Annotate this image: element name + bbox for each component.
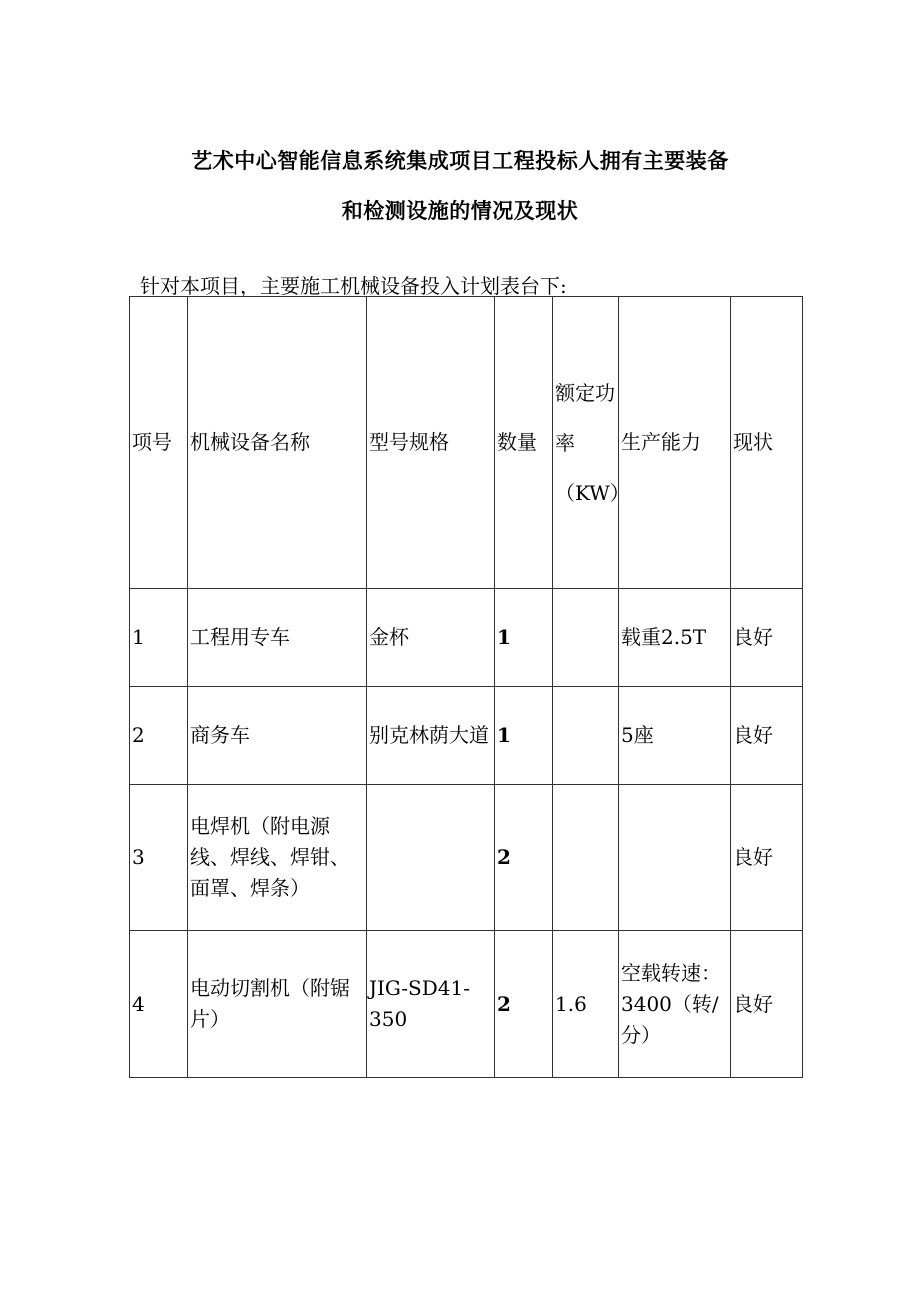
table-header-row — [130, 297, 803, 589]
cell-qty — [495, 589, 553, 687]
cell-status-text: 良好 — [733, 991, 773, 1016]
intro-paragraph: 针对本项目，主要施工机械设备投入计划表台下: — [140, 274, 567, 298]
header-power-text: 额定功率（KW） — [555, 380, 630, 505]
cell-status — [731, 785, 803, 931]
cell-index-text: 4 — [132, 991, 145, 1016]
header-qty — [495, 297, 553, 589]
header-qty-text: 数量 — [497, 430, 537, 454]
cell-model — [367, 687, 495, 785]
cell-capacity — [619, 931, 731, 1078]
cell-status-text: 良好 — [733, 845, 773, 869]
cell-index — [130, 931, 188, 1078]
table-row — [130, 687, 803, 785]
cell-qty — [495, 687, 553, 785]
cell-name — [188, 589, 367, 687]
document-title-line-2: 和检测设施的情况及现状 — [341, 199, 579, 223]
cell-qty — [495, 931, 553, 1078]
cell-name — [188, 785, 367, 931]
cell-model — [367, 931, 495, 1078]
cell-name-text: 电动切割机（附锯片） — [190, 976, 350, 1031]
cell-name — [188, 687, 367, 785]
cell-model-text: 金杯 — [369, 625, 409, 649]
cell-capacity — [619, 589, 731, 687]
cell-model — [367, 785, 495, 931]
cell-name-text: 工程用专车 — [190, 625, 290, 649]
header-name-text: 机械设备名称 — [190, 430, 310, 454]
cell-qty-text: 2 — [497, 845, 511, 869]
cell-status-text: 良好 — [733, 625, 773, 649]
cell-index — [130, 589, 188, 687]
document-title-line-1: 艺术中心智能信息系统集成项目工程投标人拥有主要装备 — [191, 149, 729, 173]
cell-power — [553, 589, 619, 687]
header-name — [188, 297, 367, 589]
cell-qty-text: 1 — [497, 625, 511, 649]
cell-qty-text: 2 — [497, 991, 511, 1016]
cell-status — [731, 589, 803, 687]
cell-index-text: 1 — [132, 625, 145, 649]
header-capacity — [619, 297, 731, 589]
header-status-text: 现状 — [733, 430, 773, 454]
cell-index-text: 3 — [132, 845, 145, 869]
cell-status — [731, 931, 803, 1078]
cell-capacity-text: 5座 — [621, 723, 654, 747]
cell-capacity-text: 空载转速：3400（转/分） — [621, 960, 721, 1047]
table-row — [130, 931, 803, 1078]
header-status — [731, 297, 803, 589]
cell-index — [130, 785, 188, 931]
cell-status — [731, 687, 803, 785]
cell-qty — [495, 785, 553, 931]
cell-name — [188, 931, 367, 1078]
header-power — [553, 297, 630, 589]
cell-model — [367, 589, 495, 687]
cell-model-text: 别克林荫大道 — [369, 723, 489, 747]
header-model — [367, 297, 495, 589]
cell-model-text: JIG-SD41-350 — [369, 976, 470, 1031]
cell-capacity — [619, 785, 731, 931]
cell-index-text: 2 — [132, 723, 145, 747]
cell-capacity-text: 载重2.5T — [621, 625, 707, 649]
equipment-table — [129, 296, 803, 1078]
table-row — [130, 785, 803, 931]
header-capacity-text: 生产能力 — [621, 430, 701, 454]
cell-index — [130, 687, 188, 785]
header-index — [130, 297, 188, 589]
cell-power — [553, 785, 619, 931]
cell-power — [553, 687, 619, 785]
header-model-text: 型号规格 — [369, 430, 449, 454]
cell-power-text: 1.6 — [555, 991, 587, 1016]
cell-name-text: 商务车 — [190, 723, 250, 747]
cell-name-text: 电焊机（附电源线、焊线、焊钳、面罩、焊条） — [190, 814, 350, 900]
table-row — [130, 589, 803, 687]
cell-power — [553, 931, 619, 1078]
header-index-text: 项号 — [132, 430, 172, 454]
cell-qty-text: 1 — [497, 723, 511, 747]
cell-status-text: 良好 — [733, 723, 773, 747]
cell-capacity — [619, 687, 731, 785]
